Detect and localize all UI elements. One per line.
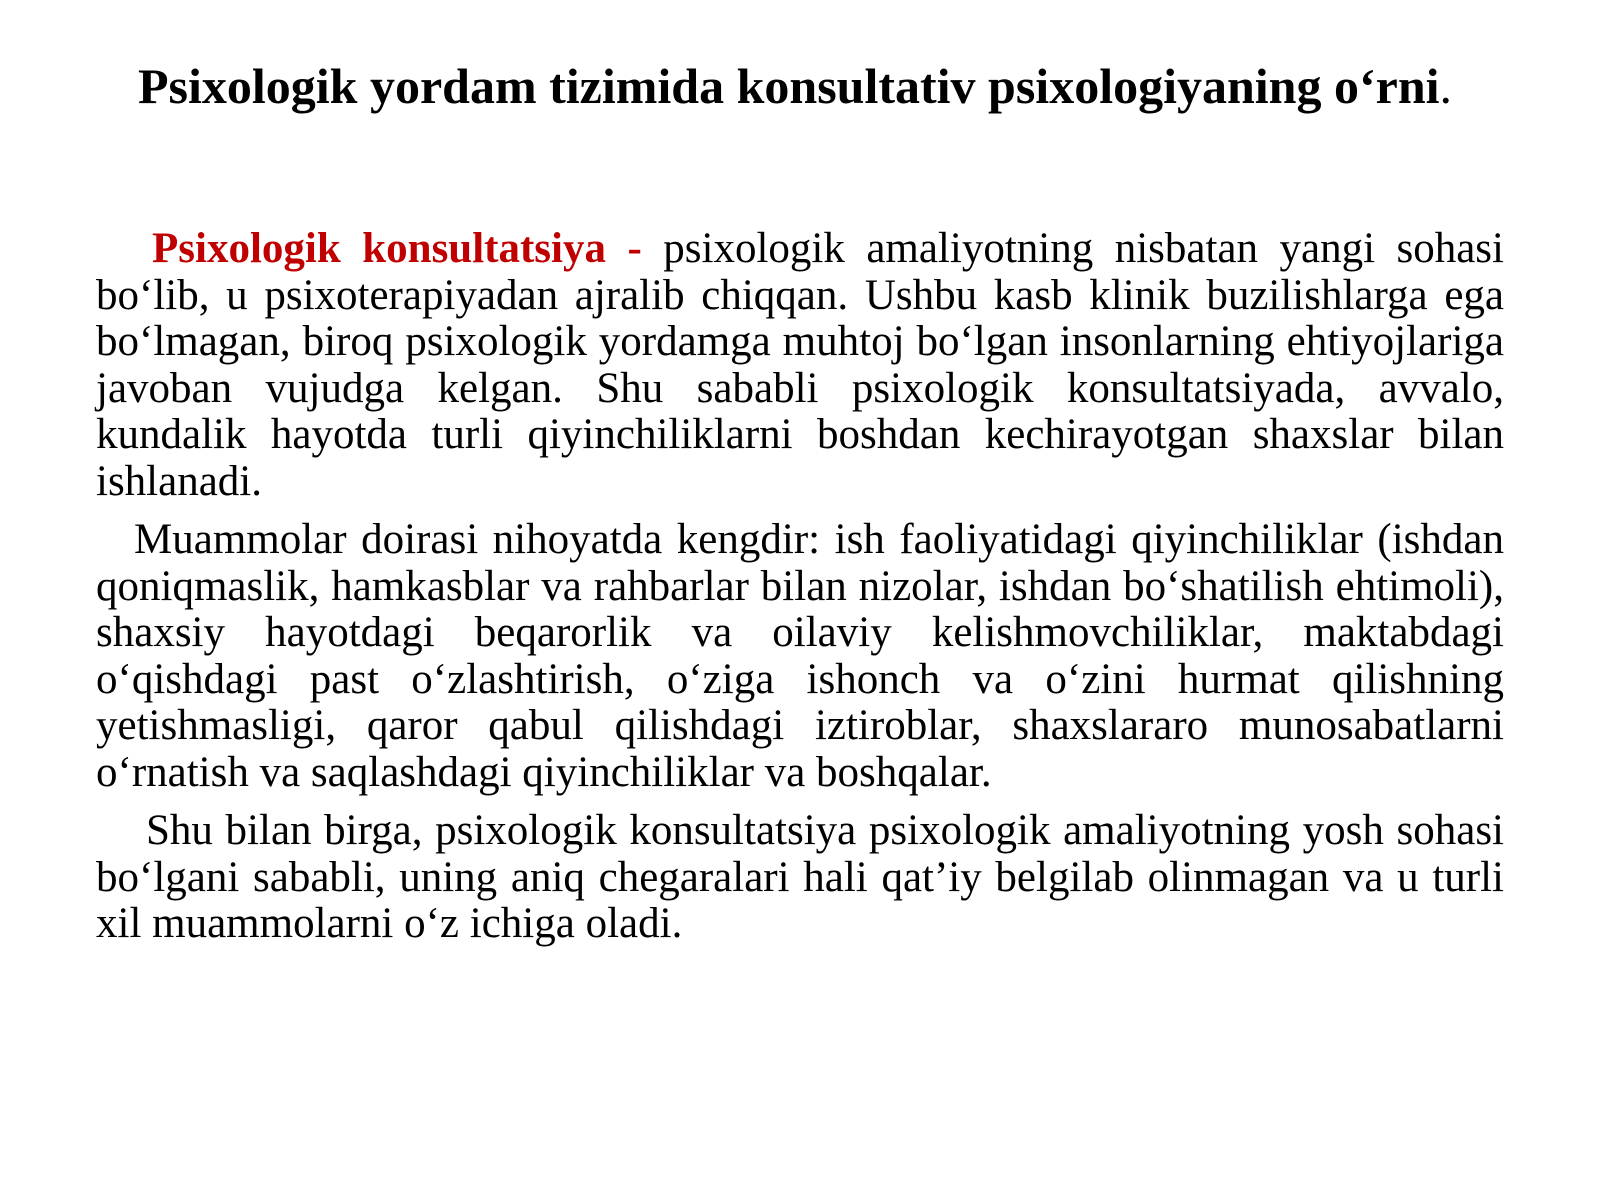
paragraph-definition-text: psixologik amaliyotning nisbatan yangi sohasi bo‘lib, u psixoterapiyadan ajralib chiqqan. Ushbu kasb klinik buzilishlarga ega bo‘lmagan, biroq psixologik yordamga muhtoj bo‘lgan insonlarning ehtiyojlariga javoban vujudga kelgan. Shu sababli psixologik konsultatsiyada, avvalo, kundalik hayotda turli qiyinchiliklarni boshdan kechirayotgan shaxslar bilan ishlanadi.: [96, 225, 1504, 505]
term-highlight: Psixologik konsultatsiya -: [152, 225, 642, 272]
slide-title: [137, 54, 1453, 118]
slide-body: [96, 226, 1504, 948]
paragraph-conclusion: Shu bilan birga, psixologik konsultatsiya psixologik amaliyotning yosh sohasi bo‘lgani sababli, uning aniq chegaralari hali qat’iy belgilab olinmagan va u turli xil muammolarni o‘z ichiga oladi.: [96, 807, 1504, 947]
slide-title-text: Psixologik yordam tizimida konsultativ psixologiyaning o‘rni: [137, 58, 1440, 114]
slide-title-period: .: [1439, 58, 1453, 114]
paragraph-definition: [96, 226, 1504, 505]
paragraph-problems: Muammolar doirasi nihoyatda kengdir: ish faoliyatidagi qiyinchiliklar (ishdan qoniqmaslik, hamkasblar va rahbarlar bilan nizolar, ishdan bo‘shatilish ehtimoli), shaxsiy hayotdagi beqarorlik va oilaviy kelishmovchiliklar, maktabdagi o‘qishdagi past o‘zlashtirish, o‘ziga ishonch va o‘zini hurmat qilishning yetishmasligi, qaror qabul qilishdagi iztiroblar, shaxslararo munosabatlarni o‘rnatish va saqlashdagi qiyinchiliklar va boshqalar.: [96, 516, 1504, 796]
